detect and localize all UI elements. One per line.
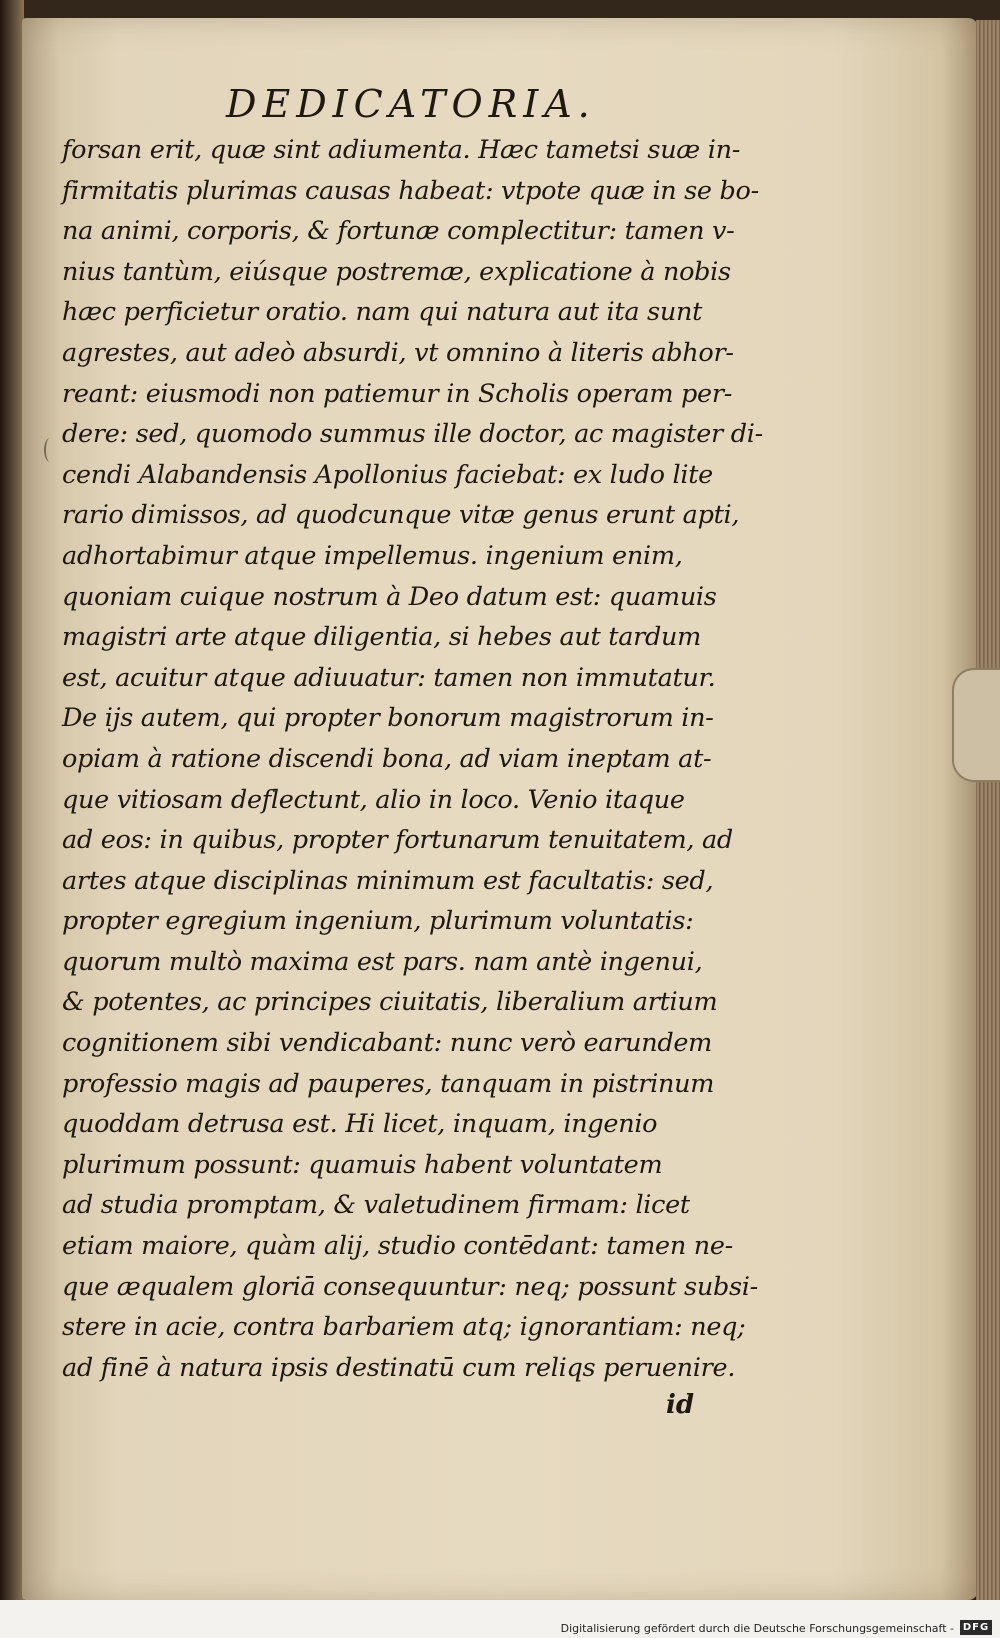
- text-line: firmitatis plurimas causas habeat: vtpote quæ in se bo-: [62, 175, 759, 206]
- digitization-credit: Digitalisierung gefördert durch die Deutsche Forschungsgemeinschaft -: [560, 1622, 954, 1635]
- text-line: ad studia promptam, & valetudinem firmam: licet: [62, 1190, 690, 1221]
- text-line: ad eos: in quibus, propter fortunarum tenuitatem, ad: [62, 825, 733, 856]
- text-line: adhortabimur atque impellemus. ingenium enim,: [62, 540, 683, 571]
- text-line: quoniam cuique nostrum à Deo datum est: quamuis: [62, 581, 717, 612]
- clasp-tab: [952, 668, 1000, 782]
- text-line: professio magis ad pauperes, tanquam in pistrinum: [62, 1068, 715, 1099]
- text-line: De ijs autem, qui propter bonorum magistrorum in-: [62, 703, 714, 734]
- text-line: ad finē à natura ipsis destinatū cum reliqs peruenire.: [62, 1352, 736, 1383]
- text-line: propter egregium ingenium, plurimum voluntatis:: [62, 906, 694, 937]
- text-line: forsan erit, quæ sint adiumenta. Hæc tametsi suæ in-: [62, 135, 741, 165]
- text-line: agrestes, aut adeò absurdi, vt omnino à literis abhor-: [62, 337, 734, 368]
- text-line: est, acuitur atque adiuuatur: tamen non immutatur.: [62, 662, 716, 693]
- text-line: artes atque disciplinas minimum est facultatis: sed,: [62, 865, 714, 896]
- page-edges: [976, 20, 1000, 1600]
- text-line: na animi, corporis, & fortunæ complectitur: tamen v-: [62, 216, 735, 247]
- dfg-logo: DFG: [960, 1620, 992, 1635]
- text-line: quorum multò maxima est pars. nam antè ingenui,: [62, 946, 703, 977]
- text-line: reant: eiusmodi non patiemur in Scholis operam per-: [62, 378, 733, 409]
- text-line: que vitiosam deflectunt, alio in loco. Venio itaque: [62, 784, 685, 815]
- text-line: stere in acie, contra barbariem atq; ignorantiam: neq;: [62, 1312, 746, 1343]
- text-line: cendi Alabandensis Apollonius faciebat: ex ludo lite: [62, 459, 713, 490]
- text-line: dere: sed, quomodo summus ille doctor, ac magister di-: [62, 419, 763, 450]
- text-line: etiam maiore, quàm alij, studio contēdant: tamen ne-: [62, 1231, 733, 1262]
- text-line: cognitionem sibi vendicabant: nunc verò earundem: [62, 1028, 713, 1059]
- text-line: magistri arte atque diligentia, si hebes aut tardum: [62, 622, 702, 653]
- text-line: opiam à ratione discendi bona, ad viam ineptam at-: [62, 743, 712, 774]
- text-line: que æqualem gloriā consequuntur: neq; possunt subsi-: [62, 1271, 758, 1302]
- facing-page-gutter: [0, 0, 24, 1600]
- catchword: id: [666, 1390, 695, 1420]
- text-block: [62, 130, 762, 1388]
- text-line: plurimum possunt: quamuis habent voluntatem: [62, 1149, 663, 1180]
- margin-mark: [44, 438, 56, 462]
- text-line: hæc perficietur oratio. nam qui natura aut ita sunt: [62, 297, 703, 328]
- text-line: nius tantùm, eiúsque postremæ, explicatione à nobis: [62, 256, 731, 287]
- text-line: & potentes, ac principes ciuitatis, liberalium artium: [62, 987, 718, 1018]
- text-line: quoddam detrusa est. Hi licet, inquam, ingenio: [62, 1109, 658, 1140]
- running-head: DEDICATORIA.: [226, 82, 596, 126]
- text-line: rario dimissos, ad quodcunque vitæ genus erunt apti,: [62, 500, 740, 531]
